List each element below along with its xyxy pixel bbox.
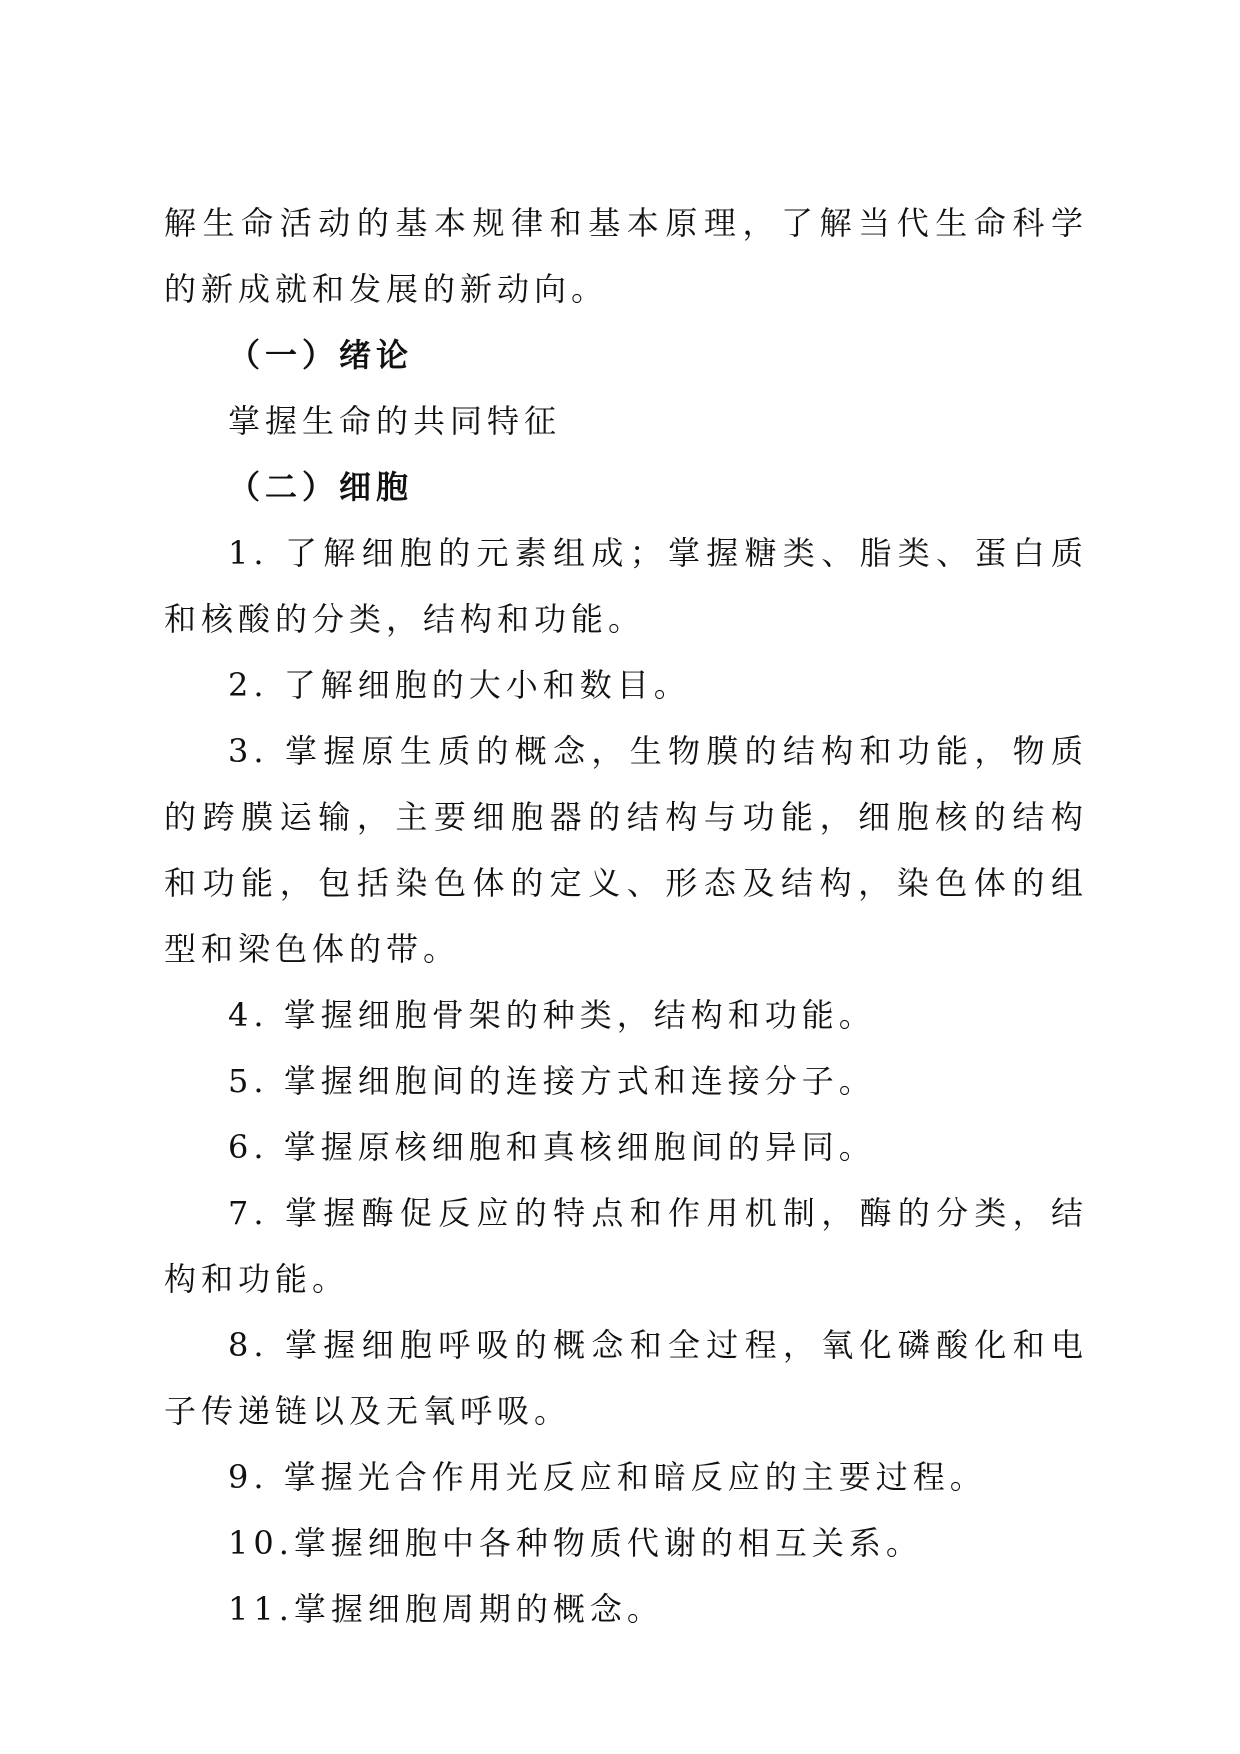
cell-item-11: 11.掌握细胞周期的概念。 — [228, 1590, 664, 1628]
continuation-paragraph: 解生命活动的基本规律和基本原理，了解当代生命科学的新成就和发展的新动向。 — [164, 204, 1088, 308]
cell-item-2: 2. 了解细胞的大小和数目。 — [228, 666, 691, 704]
cell-item-3: 3. 掌握原生质的概念，生物膜的结构和功能，物质的跨膜运输，主要细胞器的结构与功能，细胞核的结构和功能，包括染色体的定义、形态及结构，染色体的组型和梁色体的带。 — [164, 732, 1088, 968]
introduction-paragraph: 掌握生命的共同特征 — [228, 402, 562, 440]
cell-item-8: 8. 掌握细胞呼吸的概念和全过程，氧化磷酸化和电子传递链以及无氧呼吸。 — [164, 1326, 1088, 1430]
cell-item-10: 10.掌握细胞中各种物质代谢的相互关系。 — [228, 1524, 923, 1562]
cell-item-4: 4. 掌握细胞骨架的种类，结构和功能。 — [228, 996, 876, 1034]
section-heading-cell: （二）细胞 — [228, 468, 414, 506]
cell-item-6: 6. 掌握原核细胞和真核细胞间的异同。 — [228, 1128, 876, 1166]
cell-item-1: 1. 了解细胞的元素组成；掌握糖类、脂类、蛋白质和核酸的分类，结构和功能。 — [164, 534, 1088, 638]
document-body — [164, 190, 1088, 1642]
cell-item-5: 5. 掌握细胞间的连接方式和连接分子。 — [228, 1062, 876, 1100]
section-heading-introduction: （一）绪论 — [228, 336, 414, 374]
cell-item-9: 9. 掌握光合作用光反应和暗反应的主要过程。 — [228, 1458, 987, 1496]
cell-item-7: 7. 掌握酶促反应的特点和作用机制，酶的分类，结构和功能。 — [164, 1194, 1088, 1298]
